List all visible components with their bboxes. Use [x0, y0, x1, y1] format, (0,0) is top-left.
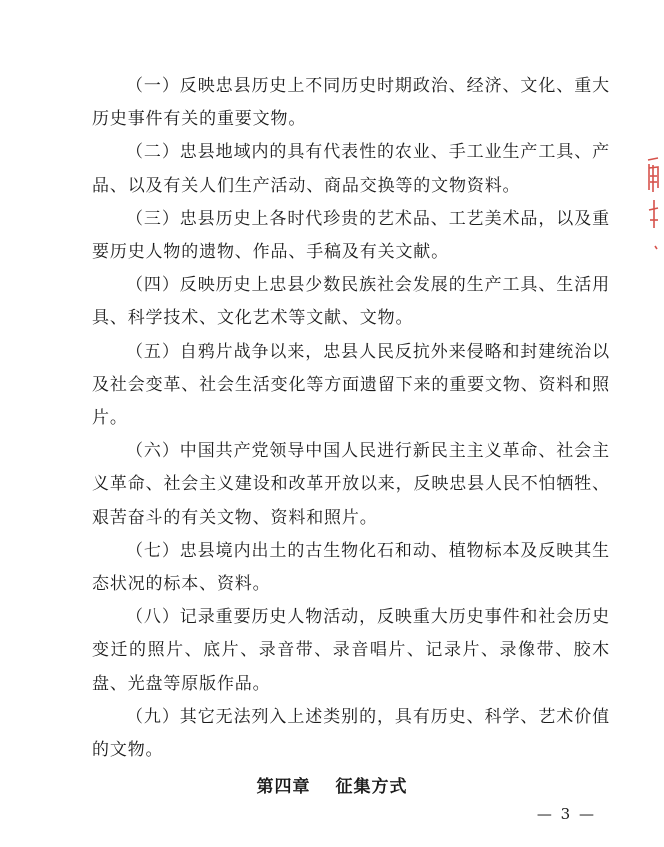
seal-stamp-icon — [646, 150, 660, 260]
list-item: （七）忠县境内出土的古生物化石和动、植物标本及反映其生态状况的标本、资料。 — [92, 540, 610, 595]
list-item: （二）忠县地域内的具有代表性的农业、手工业生产工具、产品、以及有关人们生产活动、商品交换等的文物资料。 — [92, 142, 610, 196]
list-item: （四）反映历史上忠县少数民族社会发展的生产工具、生活用具、科学技术、文化艺术等文献、文物。 — [92, 275, 610, 329]
page-number: — 3 — — [536, 805, 596, 823]
list-item: （一）反映忠县历史上不同历史时期政治、经济、文化、重大历史事件有关的重要文物。 — [92, 76, 610, 130]
list-item: （六）中国共产党领导中国人民进行新民主主义革命、社会主义革命、社会主义建设和改革开放以来，反映忠县人民不怕牺牲、艰苦奋斗的有关文物、资料和照片。 — [92, 441, 610, 528]
item-list — [92, 70, 610, 767]
list-item: （三）忠县历史上各时代珍贵的艺术品、工艺美术品，以及重要历史人物的遗物、作品、手稿及有关文献。 — [92, 208, 610, 263]
list-item: （五）自鸦片战争以来，忠县人民反抗外来侵略和封建统治以及社会变革、社会生活变化等方面遗留下来的重要文物、资料和照片。 — [92, 341, 610, 429]
chapter-heading: 第四章 征集方式 — [256, 777, 408, 797]
list-item: （九）其它无法列入上述类别的，具有历史、科学、艺术价值的文物。 — [92, 706, 610, 761]
list-item: （八）记录重要历史人物活动，反映重大历史事件和社会历史变迁的照片、底片、录音带、录音唱片、记录片、录像带、胶木盘、光盘等原版作品。 — [92, 607, 610, 694]
